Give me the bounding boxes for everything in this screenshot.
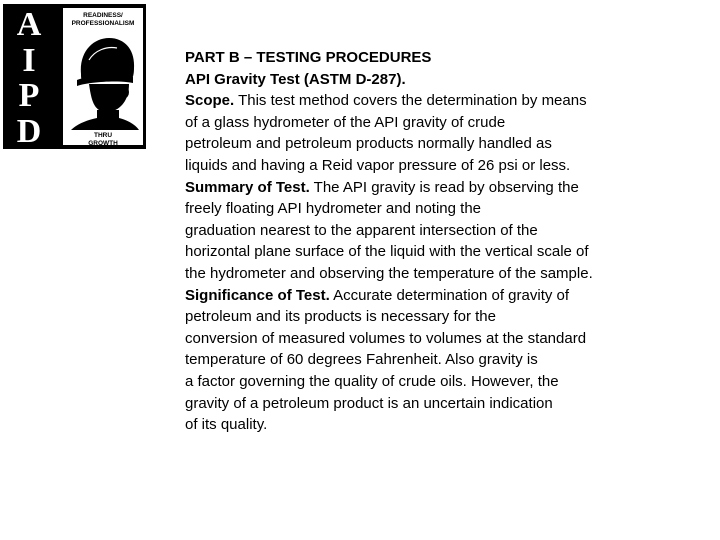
significance-paragraph-line: petroleum and its products is necessary for the bbox=[185, 308, 496, 326]
summary-paragraph-line: horizontal plane surface of the liquid with the vertical scale of bbox=[185, 243, 589, 261]
logo-caption-readiness: READINESS/ bbox=[83, 12, 123, 19]
significance-paragraph-line bbox=[185, 285, 655, 307]
summary-paragraph-line: freely floating API hydrometer and noting the bbox=[185, 200, 482, 218]
summary-paragraph-line: graduation nearest to the apparent intersection of the bbox=[185, 221, 538, 239]
logo-letter-i: I bbox=[22, 41, 36, 79]
logo-caption-professionalism: PROFESSIONALISM bbox=[71, 20, 135, 27]
scope-paragraph-line: petroleum and petroleum products normally handled as bbox=[185, 135, 552, 153]
significance-paragraph-line: of its quality. bbox=[185, 416, 268, 434]
soldier-helmet-silhouette-icon bbox=[67, 30, 139, 130]
logo-letter-a: A bbox=[16, 6, 42, 43]
scope-paragraph-line: liquids and having a Reid vapor pressure of 26 psi or less. bbox=[185, 156, 571, 174]
scope-paragraph-line bbox=[185, 90, 655, 112]
logo-caption-top bbox=[63, 12, 143, 28]
scope-label: Scope. bbox=[185, 92, 235, 110]
scope-paragraph-line: of a glass hydrometer of the API gravity of crude bbox=[185, 113, 506, 131]
logo-letters bbox=[9, 8, 49, 148]
logo-panel bbox=[63, 8, 143, 145]
logo-caption-bottom bbox=[63, 132, 143, 148]
logo-caption-thru: THRU bbox=[93, 132, 113, 139]
summary-label: Summary of Test. bbox=[185, 178, 310, 196]
significance-label: Significance of Test. bbox=[185, 286, 330, 304]
significance-paragraph-line: temperature of 60 degrees Fahrenheit. Also gravity is bbox=[185, 351, 538, 369]
summary-paragraph-line bbox=[185, 177, 655, 199]
test-title: API Gravity Test (ASTM D-287). bbox=[185, 70, 406, 88]
significance-paragraph-line: gravity of a petroleum product is an uncertain indication bbox=[185, 394, 553, 412]
logo-caption-growth: GROWTH bbox=[88, 140, 118, 147]
summary-paragraph-line: the hydrometer and observing the temperature of the sample. bbox=[185, 264, 593, 282]
logo-letter-d: D bbox=[16, 112, 42, 150]
logo-letter-p: P bbox=[18, 77, 40, 115]
section-heading: PART B – TESTING PROCEDURES bbox=[185, 49, 432, 66]
summary-text: The API gravity is read by observing the bbox=[309, 178, 579, 196]
significance-text: Accurate determination of gravity of bbox=[329, 286, 570, 304]
significance-paragraph-line: conversion of measured volumes to volumes at the standard bbox=[185, 329, 587, 347]
significance-paragraph-line: a factor governing the quality of crude oils. However, the bbox=[185, 372, 559, 390]
aipd-logo bbox=[3, 4, 146, 149]
scope-text: This test method covers the determination by means bbox=[234, 92, 587, 110]
document-body bbox=[185, 47, 655, 436]
